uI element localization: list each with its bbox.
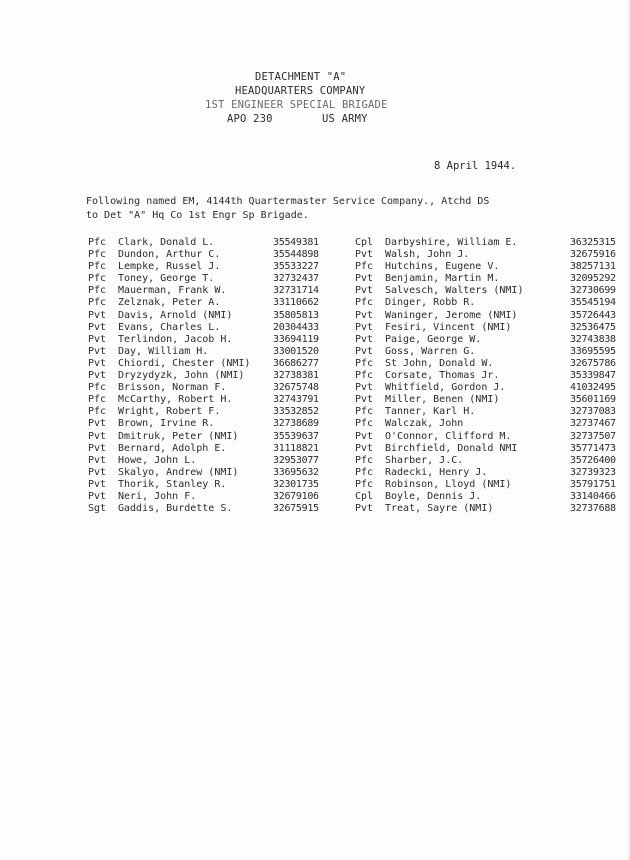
apo-number: APO 230 xyxy=(227,113,273,125)
roster-rank: Pfc xyxy=(355,454,374,466)
roster-entry xyxy=(88,394,319,406)
roster-serial-number: 36686277 xyxy=(273,357,319,369)
roster-name: Toney, George T. xyxy=(118,273,215,285)
roster-serial-number: 41032495 xyxy=(570,382,616,394)
roster-rank: Pvt xyxy=(88,466,107,478)
roster-rank: Pfc xyxy=(355,297,374,309)
roster-rank: Pfc xyxy=(88,237,107,248)
roster-serial-number: 32738381 xyxy=(273,370,319,382)
roster-rank: Pfc xyxy=(88,297,107,309)
roster-serial-number: 33140466 xyxy=(570,490,616,502)
roster-name: Goss, Warren G. xyxy=(385,345,476,357)
roster-rank: Pfc xyxy=(88,261,107,273)
roster-rank: Pfc xyxy=(355,466,374,478)
roster-serial-number: 35726400 xyxy=(570,454,616,466)
detachment-title: DETACHMENT "A" xyxy=(255,71,347,83)
roster-serial-number: 32737688 xyxy=(570,503,616,515)
roster-name: Day, William H. xyxy=(118,345,209,357)
roster-entry xyxy=(355,503,616,515)
roster-entry xyxy=(88,358,319,370)
roster-rank: Pvt xyxy=(88,430,107,442)
roster-entry xyxy=(355,406,616,418)
roster-entry xyxy=(355,358,616,370)
roster-rank: Pfc xyxy=(355,478,374,490)
roster-serial-number: 35539637 xyxy=(273,430,319,442)
roster-entry xyxy=(88,346,319,358)
roster-rank: Pfc xyxy=(355,261,374,273)
roster-name: Davis, Arnold (NMI) xyxy=(118,309,233,321)
roster-name: Lempke, Russel J. xyxy=(118,261,221,273)
roster-serial-number: 35339847 xyxy=(570,370,616,382)
roster-name: Dinger, Robb R. xyxy=(385,297,476,309)
roster-name: Terlindon, Jacob H. xyxy=(118,333,233,345)
roster-entry xyxy=(88,334,319,346)
roster-rank: Pvt xyxy=(88,418,107,430)
roster-entry xyxy=(355,322,616,334)
roster-rank: Pvt xyxy=(355,345,374,357)
roster-serial-number: 33695595 xyxy=(570,345,616,357)
roster-name: Hutchins, Eugene V. xyxy=(385,261,500,273)
roster-entry xyxy=(355,297,616,309)
roster-serial-number: 35805813 xyxy=(273,309,319,321)
roster-serial-number: 35533227 xyxy=(273,261,319,273)
roster-serial-number: 32737507 xyxy=(570,430,616,442)
roster-entry xyxy=(88,285,319,297)
roster-serial-number: 31118821 xyxy=(273,442,319,454)
roster-name: O'Connor, Clifford M. xyxy=(385,430,512,442)
roster-rank: Pfc xyxy=(355,357,374,369)
roster-name: Gaddis, Burdette S. xyxy=(118,503,233,515)
roster-name: Walczak, John xyxy=(385,418,464,430)
roster-name: Walsh, John J. xyxy=(385,249,470,261)
brigade-title: 1ST ENGINEER SPECIAL BRIGADE xyxy=(205,99,388,111)
roster-name: Fesiri, Vincent (NMI) xyxy=(385,321,512,333)
roster-name: Dmitruk, Peter (NMI) xyxy=(118,430,239,442)
company-title: HEADQUARTERS COMPANY xyxy=(235,85,366,97)
roster-rank: Pfc xyxy=(355,370,374,382)
roster-rank: Pfc xyxy=(88,249,107,261)
roster-entry xyxy=(88,503,319,515)
roster-entry xyxy=(88,491,319,503)
roster-rank: Pvt xyxy=(355,309,374,321)
roster-name: Bernard, Adolph E. xyxy=(118,442,227,454)
roster-serial-number: 20304433 xyxy=(273,321,319,333)
roster-entry xyxy=(355,479,616,491)
roster-serial-number: 32953077 xyxy=(273,454,319,466)
roster-name: Corsate, Thomas Jr. xyxy=(385,370,500,382)
roster-name: Waninger, Jerome (NMI) xyxy=(385,309,518,321)
roster-rank: Cpl xyxy=(355,490,374,502)
intro-paragraph xyxy=(86,195,546,223)
roster-serial-number: 32737467 xyxy=(570,418,616,430)
letterhead xyxy=(205,70,435,126)
roster-rank: Pfc xyxy=(355,406,374,418)
roster-rank: Sgt xyxy=(88,503,107,515)
roster-left-column xyxy=(88,237,319,515)
roster-name: Treat, Sayre (NMI) xyxy=(385,503,494,515)
roster-entry xyxy=(355,237,616,249)
roster-name: Robinson, Lloyd (NMI) xyxy=(385,478,512,490)
roster-rank: Pvt xyxy=(355,249,374,261)
roster-serial-number: 35544898 xyxy=(273,249,319,261)
roster-name: Mauerman, Frank W. xyxy=(118,285,227,297)
roster-rank: Pvt xyxy=(355,503,374,515)
roster-right-column xyxy=(355,237,616,515)
roster-entry xyxy=(88,431,319,443)
roster-entry xyxy=(355,382,616,394)
roster-serial-number: 35771473 xyxy=(570,442,616,454)
roster-entry xyxy=(355,394,616,406)
roster-serial-number: 32743791 xyxy=(273,394,319,406)
roster-serial-number: 38257131 xyxy=(570,261,616,273)
roster-entry xyxy=(355,261,616,273)
roster-entry xyxy=(355,443,616,455)
roster-name: Skalyo, Andrew (NMI) xyxy=(118,466,239,478)
roster-entry xyxy=(88,406,319,418)
roster-name: Whitfield, Gordon J. xyxy=(385,382,506,394)
roster-serial-number: 32095292 xyxy=(570,273,616,285)
roster-name: Tanner, Karl H. xyxy=(385,406,476,418)
roster-entry xyxy=(355,370,616,382)
roster-name: Benjamin, Martin M. xyxy=(385,273,500,285)
roster-serial-number: 32739323 xyxy=(570,466,616,478)
roster-entry xyxy=(355,249,616,261)
roster-serial-number: 32731714 xyxy=(273,285,319,297)
roster-rank: Pvt xyxy=(355,394,374,406)
intro-line-1: Following named EM, 4144th Quartermaster Service Company., Atchd DS xyxy=(86,196,490,207)
army-label: US ARMY xyxy=(322,113,368,125)
roster-serial-number: 35791751 xyxy=(570,478,616,490)
roster-name: Dundon, Arthur C. xyxy=(118,249,221,261)
roster-rank: Pvt xyxy=(88,478,107,490)
roster-serial-number: 33695632 xyxy=(273,466,319,478)
roster-entry xyxy=(88,310,319,322)
roster-serial-number: 32732437 xyxy=(273,273,319,285)
roster-entry xyxy=(88,249,319,261)
roster-name: Sharber, J.C. xyxy=(385,454,464,466)
roster-rank: Pvt xyxy=(355,273,374,285)
roster-rank: Pfc xyxy=(88,273,107,285)
roster-entry xyxy=(88,297,319,309)
roster-name: St John, Donald W. xyxy=(385,357,494,369)
roster-rank: Pvt xyxy=(88,345,107,357)
roster-name: Neri, John F. xyxy=(118,490,197,502)
roster-serial-number: 32675786 xyxy=(570,357,616,369)
roster-name: Salvesch, Walters (NMI) xyxy=(385,285,524,297)
roster-entry xyxy=(355,491,616,503)
roster-serial-number: 33110662 xyxy=(273,297,319,309)
roster-serial-number: 35549381 xyxy=(273,237,319,248)
roster-serial-number: 35726443 xyxy=(570,309,616,321)
roster-rank: Pvt xyxy=(88,490,107,502)
roster-entry xyxy=(88,455,319,467)
roster-serial-number: 32738689 xyxy=(273,418,319,430)
document-date: 8 April 1944. xyxy=(434,160,517,172)
roster-serial-number: 32730699 xyxy=(570,285,616,297)
roster-entry xyxy=(88,261,319,273)
roster-entry xyxy=(88,370,319,382)
roster-entry xyxy=(88,467,319,479)
roster-entry xyxy=(88,237,319,249)
roster-entry xyxy=(355,418,616,430)
roster-rank: Pvt xyxy=(355,285,374,297)
roster-rank: Pvt xyxy=(88,333,107,345)
roster-name: Birchfield, Donald NMI xyxy=(385,442,518,454)
roster-rank: Pvt xyxy=(88,321,107,333)
roster-serial-number: 36325315 xyxy=(570,237,616,248)
roster-name: Clark, Donald L. xyxy=(118,237,215,248)
roster-name: Radecki, Henry J. xyxy=(385,466,488,478)
roster-serial-number: 32679106 xyxy=(273,490,319,502)
roster-rank: Cpl xyxy=(355,237,374,248)
roster-rank: Pvt xyxy=(88,309,107,321)
roster-serial-number: 32675748 xyxy=(273,382,319,394)
roster-rank: Pvt xyxy=(355,430,374,442)
roster-entry xyxy=(88,443,319,455)
roster-name: Darbyshire, William E. xyxy=(385,237,518,248)
roster-rank: Pvt xyxy=(88,370,107,382)
roster-entry xyxy=(88,273,319,285)
roster-serial-number: 32675916 xyxy=(570,249,616,261)
roster-rank: Pfc xyxy=(88,285,107,297)
roster-name: Boyle, Dennis J. xyxy=(385,490,482,502)
roster-entry xyxy=(355,285,616,297)
roster-name: Paige, George W. xyxy=(385,333,482,345)
roster-rank: Pvt xyxy=(88,442,107,454)
roster-rank: Pfc xyxy=(88,382,107,394)
roster-name: Chiordi, Chester (NMI) xyxy=(118,357,251,369)
roster-rank: Pfc xyxy=(88,394,107,406)
roster-name: Miller, Benen (NMI) xyxy=(385,394,500,406)
roster-rank: Pvt xyxy=(88,357,107,369)
roster-rank: Pfc xyxy=(88,406,107,418)
roster-serial-number: 32536475 xyxy=(570,321,616,333)
apo-line xyxy=(205,112,435,126)
roster-entry xyxy=(88,382,319,394)
roster-rank: Pfc xyxy=(355,418,374,430)
roster-entry xyxy=(88,479,319,491)
roster-entry xyxy=(88,418,319,430)
roster-name: Howe, John L. xyxy=(118,454,197,466)
roster-rank: Pvt xyxy=(355,442,374,454)
roster-entry xyxy=(355,467,616,479)
roster-name: McCarthy, Robert H. xyxy=(118,394,233,406)
roster-name: Zelznak, Peter A. xyxy=(118,297,221,309)
roster-name: Evans, Charles L. xyxy=(118,321,221,333)
roster-entry xyxy=(355,310,616,322)
roster-serial-number: 33001520 xyxy=(273,345,319,357)
roster-name: Wright, Robert F. xyxy=(118,406,221,418)
roster-serial-number: 35545194 xyxy=(570,297,616,309)
roster-rank: Pvt xyxy=(355,333,374,345)
roster-name: Thorik, Stanley R. xyxy=(118,478,227,490)
roster-rank: Pvt xyxy=(355,382,374,394)
roster-serial-number: 32737083 xyxy=(570,406,616,418)
roster-serial-number: 32675915 xyxy=(273,503,319,515)
roster-entry xyxy=(88,322,319,334)
roster-entry xyxy=(355,273,616,285)
roster-serial-number: 33694119 xyxy=(273,333,319,345)
roster-serial-number: 32301735 xyxy=(273,478,319,490)
roster-rank: Pvt xyxy=(355,321,374,333)
roster-serial-number: 35601169 xyxy=(570,394,616,406)
roster-name: Brown, Irvine R. xyxy=(118,418,215,430)
intro-line-2: to Det "A" Hq Co 1st Engr Sp Brigade. xyxy=(86,210,309,221)
roster-rank: Pvt xyxy=(88,454,107,466)
roster-entry xyxy=(355,346,616,358)
roster-entry xyxy=(355,455,616,467)
roster-name: Dryzydyzk, John (NMI) xyxy=(118,370,245,382)
roster-name: Brisson, Norman F. xyxy=(118,382,227,394)
roster-entry xyxy=(355,334,616,346)
roster-serial-number: 32743838 xyxy=(570,333,616,345)
roster-entry xyxy=(355,431,616,443)
roster-serial-number: 33532852 xyxy=(273,406,319,418)
